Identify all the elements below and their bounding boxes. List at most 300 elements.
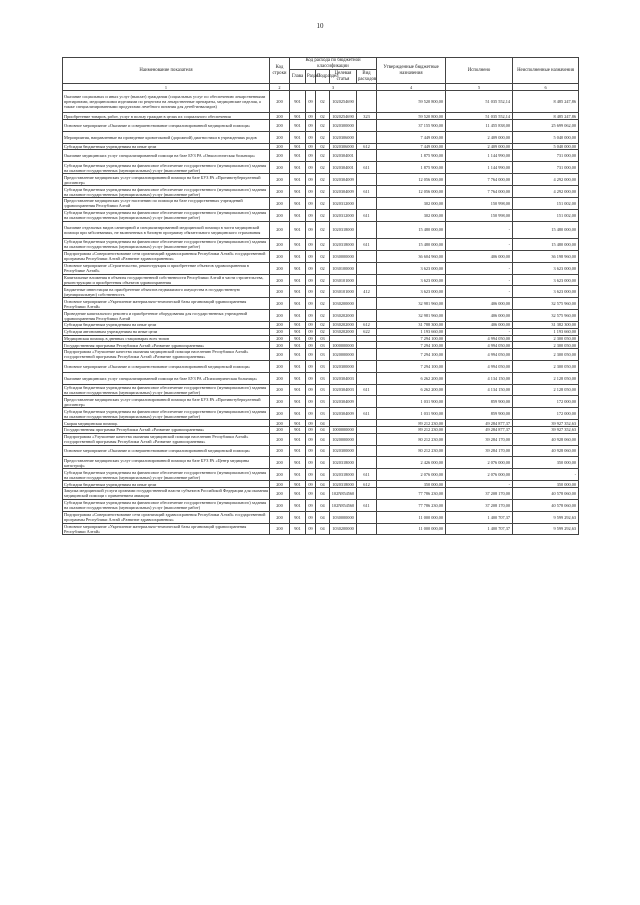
row-glava: 901 bbox=[290, 523, 306, 535]
row-name: Оказание социальных и иных услуг (выплат) гражданам (социальных услуг по обеспечению лекарственными препаратами, медицинскими изделиями по рецептам на лекарственные препараты, медицинские изделия, а также специализированными продуктами лечебного питания для детей-инвалидов) bbox=[63, 91, 270, 113]
row-podrazdel: 02 bbox=[316, 238, 330, 250]
row-name: Подпрограмма «Улучшение качества оказания медицинской помощи населению Республики Алтай» государственной программы Республики Алтай «Развитие здравоохранения» bbox=[63, 348, 270, 360]
table-row bbox=[63, 286, 579, 298]
row-code: 200 bbox=[270, 120, 290, 132]
row-approved: 36 604 960,00 bbox=[377, 250, 446, 262]
row-unexecuted: 8 485 247,86 bbox=[513, 113, 579, 120]
row-podrazdel: 03 bbox=[316, 335, 330, 342]
row-unexecuted: 3 623 000,00 bbox=[513, 262, 579, 274]
row-glava: 901 bbox=[290, 499, 306, 511]
row-glava: 901 bbox=[290, 408, 306, 420]
row-name: Предоставление медицинских услуг населению по помощи на базе государственных учреждений здравоохранения Республики Алтай bbox=[63, 198, 270, 210]
row-approved: 80 212 230,00 bbox=[377, 445, 446, 457]
row-name: Основное мероприятие «Оказание и совершенствование специализированной медицинской помощи» bbox=[63, 445, 270, 457]
row-name: Субсидии бюджетным учреждениям на финансовое обеспечение государственного (муниципального) задания на оказание государственных (муниципальных) услуг (выполнение работ) bbox=[63, 384, 270, 396]
row-name: Закупка медицинской услуги органами государственной власти субъектов Российской Федерации для оказания медицинской помощи с применением авиации bbox=[64, 488, 268, 499]
row-name: Основное мероприятие «Укрепление материально-технической базы организаций здравоохранения Республики Алтай» bbox=[63, 523, 270, 535]
row-unexecuted: 40 928 060,00 bbox=[513, 433, 579, 445]
row-unexecuted: 40 578 060,00 bbox=[513, 499, 579, 511]
table-row bbox=[63, 420, 579, 427]
row-vid bbox=[357, 131, 377, 143]
row-celevaya: 1030000000 bbox=[330, 250, 357, 262]
row-glava: 901 bbox=[290, 310, 306, 322]
row-code: 200 bbox=[270, 328, 290, 335]
row-podrazdel: 03 bbox=[316, 348, 330, 360]
row-name: Основное мероприятие «Оказание и совершенствование специализированной медицинской помощи» bbox=[63, 360, 270, 372]
table-row bbox=[63, 113, 579, 120]
row-approved: 3 623 000,00 bbox=[377, 274, 446, 286]
row-unexecuted: 8 485 247,86 bbox=[513, 91, 579, 113]
row-razdel: 09 bbox=[306, 328, 316, 335]
row-unexecuted: 350 000,00 bbox=[513, 481, 579, 488]
row-vid bbox=[357, 523, 377, 535]
table-row bbox=[63, 150, 579, 162]
row-unexecuted: 1 193 660,00 bbox=[513, 328, 579, 335]
row-approved: 89 212 230,00 bbox=[377, 420, 446, 427]
row-executed: 150 998,00 bbox=[446, 209, 513, 221]
col-number: 5 bbox=[446, 84, 513, 91]
row-razdel: 09 bbox=[306, 131, 316, 143]
row-unexecuted: 2 128 050,00 bbox=[513, 372, 579, 384]
row-name: Медицинская помощь в дневных стационарах всех типов bbox=[63, 335, 270, 342]
row-code: 200 bbox=[270, 238, 290, 250]
row-code: 200 bbox=[270, 457, 290, 469]
row-code: 200 bbox=[270, 384, 290, 396]
table-row bbox=[63, 511, 579, 523]
row-code: 200 bbox=[270, 487, 290, 499]
row-podrazdel: 04 bbox=[316, 445, 330, 457]
row-podrazdel: 02 bbox=[316, 143, 330, 150]
header-podrazdel: Подраздел bbox=[316, 70, 330, 84]
row-glava: 901 bbox=[290, 262, 306, 274]
row-unexecuted: 5 040 000,00 bbox=[513, 131, 579, 143]
row-approved: 32 981 960,00 bbox=[377, 310, 446, 322]
row-executed: - bbox=[446, 274, 513, 286]
row-executed: - bbox=[446, 238, 513, 250]
row-code: 200 bbox=[270, 408, 290, 420]
col-number: 1 bbox=[63, 84, 270, 91]
row-approved: 302 000,00 bbox=[377, 198, 446, 210]
table-row bbox=[63, 335, 579, 342]
row-podrazdel: 03 bbox=[316, 408, 330, 420]
row-unexecuted: 2 300 050,00 bbox=[513, 348, 579, 360]
row-name: Оказание отдельных видов санитарной и специализированной медицинской помощи в части медицинской помощи при заболеваниях, не включенных в базовую программу обязательного медицинского страхования bbox=[63, 221, 270, 238]
row-glava: 901 bbox=[290, 186, 306, 198]
row-approved: 77 786 230,00 bbox=[377, 487, 446, 499]
row-executed: 406 000,00 bbox=[446, 310, 513, 322]
row-unexecuted: 15 480 000,00 bbox=[513, 221, 579, 238]
row-glava: 901 bbox=[290, 445, 306, 457]
row-podrazdel: 04 bbox=[316, 481, 330, 488]
row-code: 200 bbox=[270, 286, 290, 298]
row-razdel: 09 bbox=[306, 396, 316, 408]
row-approved: 7 449 000,00 bbox=[377, 143, 446, 150]
row-unexecuted: 731 000,00 bbox=[513, 150, 579, 162]
row-code: 200 bbox=[270, 113, 290, 120]
row-celevaya: 1020318000 bbox=[330, 469, 357, 481]
row-executed: 7 764 000,00 bbox=[446, 174, 513, 186]
row-unexecuted: 15 480 000,00 bbox=[513, 238, 579, 250]
row-executed: 1 400 707,37 bbox=[446, 511, 513, 523]
row-podrazdel: 02 bbox=[316, 262, 330, 274]
row-glava: 901 bbox=[290, 328, 306, 335]
row-approved: 59 520 800,00 bbox=[377, 91, 446, 113]
row-unexecuted: 36 198 960,00 bbox=[513, 250, 579, 262]
row-razdel: 09 bbox=[306, 310, 316, 322]
table-row bbox=[63, 348, 579, 360]
col-number: 3 bbox=[290, 84, 377, 91]
row-glava: 901 bbox=[290, 91, 306, 113]
row-approved: 12 056 000,00 bbox=[377, 186, 446, 198]
row-vid bbox=[357, 348, 377, 360]
row-vid bbox=[357, 198, 377, 210]
row-glava: 901 bbox=[290, 433, 306, 445]
row-unexecuted: 172 000,00 bbox=[513, 396, 579, 408]
row-razdel: 09 bbox=[306, 523, 316, 535]
row-vid: 611 bbox=[357, 469, 377, 481]
row-podrazdel: 03 bbox=[316, 396, 330, 408]
column-number-row bbox=[63, 84, 579, 91]
row-podrazdel: 03 bbox=[316, 342, 330, 349]
row-executed: 4 994 050,00 bbox=[446, 348, 513, 360]
row-name: Субсидии бюджетным учреждениям на финансовое обеспечение государственного (муниципального) задания на оказание государственных (муниципальных) услуг (выполнение работ) bbox=[63, 186, 270, 198]
row-vid bbox=[357, 396, 377, 408]
row-approved: 7 294 100,00 bbox=[377, 348, 446, 360]
row-approved: 89 212 230,00 bbox=[377, 426, 446, 433]
row-executed: 406 000,00 bbox=[446, 322, 513, 329]
row-podrazdel: 02 bbox=[316, 209, 330, 221]
row-glava: 901 bbox=[290, 238, 306, 250]
row-celevaya: 1020306000 bbox=[330, 131, 357, 143]
row-vid bbox=[357, 298, 377, 310]
row-glava: 901 bbox=[290, 162, 306, 174]
table-row bbox=[63, 384, 579, 396]
row-vid bbox=[357, 91, 377, 113]
row-razdel: 09 bbox=[306, 150, 316, 162]
row-razdel: 09 bbox=[306, 174, 316, 186]
row-celevaya: 1020312000 bbox=[330, 198, 357, 210]
row-name: Основное мероприятие «Укрепление материально-технической базы организаций здравоохранения Республики Алтай» bbox=[63, 298, 270, 310]
row-celevaya: 1020318000 bbox=[330, 238, 357, 250]
row-executed: - bbox=[446, 262, 513, 274]
row-glava: 901 bbox=[290, 457, 306, 469]
table-row bbox=[63, 174, 579, 186]
header-razdel: Раздел bbox=[306, 70, 316, 84]
row-name: Государственная программа Республики Алтай «Развитие здравоохранения» bbox=[63, 426, 270, 433]
row-vid bbox=[357, 262, 377, 274]
row-vid bbox=[357, 342, 377, 349]
row-celevaya: 1020304001 bbox=[330, 162, 357, 174]
row-vid: 412 bbox=[357, 286, 377, 298]
row-podrazdel: 04 bbox=[316, 511, 330, 523]
row-unexecuted: 2 128 050,00 bbox=[513, 384, 579, 396]
table-row bbox=[63, 262, 579, 274]
row-approved: 3 623 000,00 bbox=[377, 262, 446, 274]
row-podrazdel: 02 bbox=[316, 328, 330, 335]
row-approved: 1 875 900,00 bbox=[377, 150, 446, 162]
row-vid: 611 bbox=[357, 408, 377, 420]
row-unexecuted: 731 000,00 bbox=[513, 162, 579, 174]
row-executed: 859 900,00 bbox=[446, 396, 513, 408]
row-vid bbox=[357, 360, 377, 372]
row-vid bbox=[357, 150, 377, 162]
table-row bbox=[63, 469, 579, 481]
row-razdel: 09 bbox=[306, 511, 316, 523]
row-vid: 622 bbox=[357, 328, 377, 335]
row-celevaya: 1030200000 bbox=[330, 298, 357, 310]
row-celevaya: 1000000000 bbox=[330, 426, 357, 433]
header-celevaya: Целевая статья bbox=[330, 70, 357, 84]
row-glava: 901 bbox=[290, 113, 306, 120]
row-celevaya: 1020304001 bbox=[330, 150, 357, 162]
row-glava: 901 bbox=[290, 372, 306, 384]
row-unexecuted: 25 699 062,00 bbox=[513, 120, 579, 132]
row-celevaya: 1030000000 bbox=[330, 511, 357, 523]
row-podrazdel: 02 bbox=[316, 274, 330, 286]
row-name: Субсидии бюджетным учреждениям на финансовое обеспечение государственного (муниципального) задания на оказание государственных (муниципальных) услуг (выполнение работ) bbox=[63, 209, 270, 221]
row-unexecuted: 40 578 060,00 bbox=[513, 487, 579, 499]
row-code: 200 bbox=[270, 262, 290, 274]
row-approved: 6 262 200,00 bbox=[377, 372, 446, 384]
row-executed: 2 076 000,00 bbox=[446, 457, 513, 469]
row-name: Субсидии бюджетным учреждениям на иные цели bbox=[63, 322, 270, 329]
row-name: Предоставление медицинских услуг специализированной помощи на базе БУЗ РА «Центр медицины катастроф» bbox=[63, 457, 270, 469]
row-executed: 39 284 170,00 bbox=[446, 433, 513, 445]
table-row bbox=[63, 131, 579, 143]
row-approved: 32 981 960,00 bbox=[377, 298, 446, 310]
table-row bbox=[63, 426, 579, 433]
row-code: 200 bbox=[270, 469, 290, 481]
row-code: 200 bbox=[270, 174, 290, 186]
row-glava: 901 bbox=[290, 420, 306, 427]
header-executed: Исполнено bbox=[446, 58, 513, 84]
header-glava: Глава bbox=[290, 70, 306, 84]
row-glava: 901 bbox=[290, 198, 306, 210]
row-approved: 7 294 100,00 bbox=[377, 342, 446, 349]
row-razdel: 09 bbox=[306, 120, 316, 132]
row-vid bbox=[357, 487, 377, 499]
row-executed: 37 208 170,00 bbox=[446, 499, 513, 511]
row-vid bbox=[357, 274, 377, 286]
table-row bbox=[63, 238, 579, 250]
header-unexecuted: Неисполненные назначения bbox=[513, 58, 579, 84]
row-approved: 1 875 900,00 bbox=[377, 162, 446, 174]
row-unexecuted: 9 599 292,63 bbox=[513, 511, 579, 523]
row-glava: 901 bbox=[290, 150, 306, 162]
row-vid bbox=[357, 174, 377, 186]
table-row bbox=[63, 433, 579, 445]
row-code: 200 bbox=[270, 274, 290, 286]
row-glava: 901 bbox=[290, 221, 306, 238]
row-executed: 2 409 000,00 bbox=[446, 131, 513, 143]
row-name: Субсидии бюджетным учреждениям на финансовое обеспечение государственного (муниципального) задания на оказание государственных (муниципальных) услуг (выполнение работ) bbox=[63, 408, 270, 420]
row-razdel: 09 bbox=[306, 408, 316, 420]
row-unexecuted: 5 040 000,00 bbox=[513, 143, 579, 150]
row-approved: 2 426 000,00 bbox=[377, 457, 446, 469]
row-approved: 6 262 200,00 bbox=[377, 384, 446, 396]
row-celevaya: 1020304003 bbox=[330, 384, 357, 396]
row-code: 200 bbox=[270, 131, 290, 143]
row-celevaya: 1030101000 bbox=[330, 286, 357, 298]
row-celevaya: 1030101000 bbox=[330, 274, 357, 286]
header-vid: Вид расходов bbox=[358, 71, 377, 82]
row-razdel: 09 bbox=[306, 348, 316, 360]
row-podrazdel: 04 bbox=[316, 420, 330, 427]
row-code: 200 bbox=[270, 322, 290, 329]
row-vid bbox=[357, 372, 377, 384]
row-celevaya: 1030100000 bbox=[330, 262, 357, 274]
row-code: 200 bbox=[270, 420, 290, 427]
row-glava: 901 bbox=[290, 335, 306, 342]
row-executed: 4 994 050,00 bbox=[446, 360, 513, 372]
row-name: Предоставление медицинских услуг специализированной помощи на базе БУЗ РА «Противотуберкулезный диспансер» bbox=[63, 174, 270, 186]
row-code: 200 bbox=[270, 342, 290, 349]
row-approved: 12 056 000,00 bbox=[377, 174, 446, 186]
row-podrazdel: 02 bbox=[316, 221, 330, 238]
row-unexecuted: 32 575 960,00 bbox=[513, 310, 579, 322]
row-celevaya: 1020000000 bbox=[330, 348, 357, 360]
row-razdel: 09 bbox=[306, 286, 316, 298]
table-row bbox=[63, 360, 579, 372]
row-unexecuted: - bbox=[513, 469, 579, 481]
row-code: 200 bbox=[270, 298, 290, 310]
row-glava: 901 bbox=[290, 286, 306, 298]
row-vid bbox=[357, 335, 377, 342]
row-approved: 7 294 100,00 bbox=[377, 360, 446, 372]
row-vid bbox=[357, 511, 377, 523]
row-code: 200 bbox=[270, 221, 290, 238]
row-glava: 901 bbox=[290, 481, 306, 488]
table-row bbox=[63, 91, 579, 113]
row-name: Подпрограмма «Совершенствование сети организаций здравоохранения Республики Алтай» государственной программы Республики Алтай «Развитие здравоохранения» bbox=[63, 250, 270, 262]
row-executed: 4 994 050,00 bbox=[446, 335, 513, 342]
row-name: Субсидии автономным учреждениям на иные цели bbox=[63, 328, 270, 335]
row-razdel: 09 bbox=[306, 143, 316, 150]
row-razdel: 09 bbox=[306, 499, 316, 511]
row-unexecuted: 32 575 960,00 bbox=[513, 298, 579, 310]
row-celevaya: 1020304009 bbox=[330, 174, 357, 186]
row-podrazdel: 02 bbox=[316, 120, 330, 132]
row-glava: 901 bbox=[290, 396, 306, 408]
row-executed: 49 284 877,37 bbox=[446, 420, 513, 427]
row-approved: 80 212 230,00 bbox=[377, 433, 446, 445]
row-glava: 901 bbox=[290, 342, 306, 349]
row-code: 200 bbox=[270, 209, 290, 221]
row-unexecuted: 2 300 050,00 bbox=[513, 360, 579, 372]
row-glava: 901 bbox=[290, 274, 306, 286]
row-razdel: 09 bbox=[306, 198, 316, 210]
row-executed: 406 000,00 bbox=[446, 298, 513, 310]
row-name: Государственная программа Республики Алтай «Развитие здравоохранения» bbox=[63, 342, 270, 349]
row-glava: 901 bbox=[290, 174, 306, 186]
row-celevaya: 1020318000 bbox=[330, 481, 357, 488]
row-code: 200 bbox=[270, 198, 290, 210]
row-glava: 901 bbox=[290, 322, 306, 329]
row-executed: 2 076 000,00 bbox=[446, 469, 513, 481]
row-podrazdel: 04 bbox=[316, 469, 330, 481]
row-vid: 323 bbox=[357, 113, 377, 120]
row-podrazdel: 03 bbox=[316, 372, 330, 384]
row-podrazdel: 04 bbox=[316, 499, 330, 511]
row-glava: 901 bbox=[290, 298, 306, 310]
row-celevaya: 1020300000 bbox=[330, 120, 357, 132]
row-celevaya: 1020306000 bbox=[330, 143, 357, 150]
row-executed: 51 035 552,14 bbox=[446, 113, 513, 120]
row-vid bbox=[357, 433, 377, 445]
row-celevaya: 1030200000 bbox=[330, 523, 357, 535]
row-celevaya: 1020254690 bbox=[330, 113, 357, 120]
row-approved: 1 031 900,00 bbox=[377, 408, 446, 420]
header-code-group: Код расхода по бюджетной классификации bbox=[290, 58, 377, 70]
row-approved: 11 000 000,00 bbox=[377, 523, 446, 535]
table-row bbox=[63, 372, 579, 384]
header-kod-stroki: Код строки bbox=[270, 58, 290, 84]
row-name: Предоставление медицинских услуг специализированной помощи на базе БУЗ РА «Противотуберкулезный диспансер» bbox=[63, 396, 270, 408]
table-row bbox=[63, 396, 579, 408]
row-razdel: 09 bbox=[306, 469, 316, 481]
row-razdel: 09 bbox=[306, 238, 316, 250]
col-number: 2 bbox=[270, 84, 290, 91]
row-podrazdel: 04 bbox=[316, 457, 330, 469]
row-approved: 350 000,00 bbox=[377, 481, 446, 488]
row-code: 200 bbox=[270, 186, 290, 198]
col-number: 4 bbox=[377, 84, 446, 91]
row-approved: 3 623 000,00 bbox=[377, 286, 446, 298]
row-vid bbox=[357, 457, 377, 469]
row-code: 200 bbox=[270, 348, 290, 360]
row-approved: 77 786 230,00 bbox=[377, 499, 446, 511]
row-podrazdel: 02 bbox=[316, 113, 330, 120]
row-name: Проведение капитального ремонта и приобретение оборудования для государственных учреждений здравоохранения Республики Алтай bbox=[63, 310, 270, 322]
row-vid: 611 bbox=[357, 209, 377, 221]
row-name: Мероприятия, направленные на проведение кровотоковой (дорожной) диагностики в учреждениях родов bbox=[63, 131, 270, 143]
table-row bbox=[63, 143, 579, 150]
row-name: Подпрограмма «Улучшение качества оказания медицинской помощи населению Республики Алтай» государственной программы Республики Алтай «Развитие здравоохранения» bbox=[63, 433, 270, 445]
row-unexecuted: 9 599 292,63 bbox=[513, 523, 579, 535]
row-name: Субсидии бюджетным учреждениям на финансовое обеспечение государственного (муниципального) задания на оказание государственных (муниципальных) услуг (выполнение работ) bbox=[63, 238, 270, 250]
row-unexecuted: 2 300 050,00 bbox=[513, 342, 579, 349]
row-name: Субсидии бюджетным учреждениям на финансовое обеспечение государственного (муниципального) задания на оказание государственных (муниципальных) услуг (выполнение работ) bbox=[63, 499, 270, 511]
table-row bbox=[63, 310, 579, 322]
row-razdel: 09 bbox=[306, 342, 316, 349]
row-name: Субсидии бюджетным учреждениям на иные цели bbox=[63, 143, 270, 150]
row-podrazdel: 02 bbox=[316, 186, 330, 198]
row-approved: 7 294 100,00 bbox=[377, 335, 446, 342]
row-podrazdel: 02 bbox=[316, 322, 330, 329]
row-glava: 901 bbox=[290, 120, 306, 132]
row-razdel: 09 bbox=[306, 487, 316, 499]
row-name: Основное мероприятие «Оказание и совершенствование специализированной медицинской помощи» bbox=[63, 120, 270, 132]
row-razdel: 09 bbox=[306, 209, 316, 221]
row-name: Подпрограмма «Совершенствование сети организаций здравоохранения Республики Алтай» государственной программы Республики Алтай «Развитие здравоохранения» bbox=[63, 511, 270, 523]
row-glava: 901 bbox=[290, 348, 306, 360]
row-razdel: 09 bbox=[306, 420, 316, 427]
row-vid: 612 bbox=[357, 481, 377, 488]
row-executed: 4 134 150,00 bbox=[446, 372, 513, 384]
row-podrazdel: 02 bbox=[316, 150, 330, 162]
row-vid bbox=[357, 445, 377, 457]
table-row bbox=[63, 328, 579, 335]
row-approved: 7 449 000,00 bbox=[377, 131, 446, 143]
row-code: 200 bbox=[270, 162, 290, 174]
row-podrazdel: 02 bbox=[316, 91, 330, 113]
row-glava: 901 bbox=[290, 209, 306, 221]
table-row bbox=[63, 274, 579, 286]
row-glava: 901 bbox=[290, 511, 306, 523]
row-code: 200 bbox=[270, 91, 290, 113]
row-vid bbox=[357, 120, 377, 132]
row-code: 200 bbox=[270, 511, 290, 523]
